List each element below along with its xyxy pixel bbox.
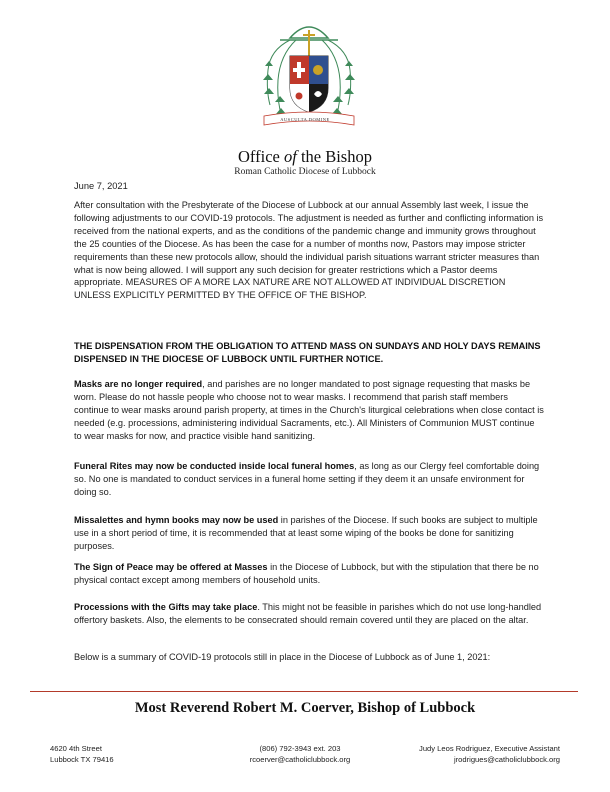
office-title-italic: of <box>283 147 297 166</box>
missalettes-heading: Missalettes and hymn books may now be used <box>74 515 279 525</box>
assistant-name: Judy Leos Rodriguez, Executive Assistant <box>419 744 560 753</box>
processions-paragraph <box>74 601 544 627</box>
funeral-paragraph <box>74 460 544 499</box>
processions-heading: Processions with the Gifts may take place <box>74 602 258 612</box>
dispensation-notice: THE DISPENSATION FROM THE OBLIGATION TO ATTEND MASS ON SUNDAYS AND HOLY DAYS REMAINS DISPENSED IN THE DIOCESE OF LUBBOCK UNTIL FURTHER NOTICE. <box>74 341 541 364</box>
processions-text: . This might not be feasible in parishes which do not use long-handled offertory baskets. Also, the elements to be consecrated should remain covered until they are placed on the altar. <box>74 602 542 625</box>
sign-of-peace-paragraph <box>74 561 544 587</box>
office-title-prefix: Office <box>238 147 284 166</box>
footer-divider <box>30 691 578 692</box>
bishop-email-link[interactable]: rcoerver@catholiclubbock.org <box>249 754 351 764</box>
episcopal-coat-of-arms <box>250 10 368 128</box>
intro-paragraph: After consultation with the Presbyterate of the Diocese of Lubbock at our annual Assembly last week, I issue the following adjustments to our COVID-19 protocols. The adjustment is needed as further and conflicting information is received from the national experts, and as the conditions of the pandemic change and immunity grows throughout the 25 counties of the Diocese. As has been the case for a number of months now, Pastors may impose stricter requirements than these new protocols allow, should the individual parish situations warrant stricter measures than what is now being allowed. I will support any such decision for greater restrictions which a Pastor deems appropriate. MEASURES OF A MORE LAX NATURE ARE NOT ALLOWED AT INDIVIDUAL DISCRETION UNLESS EXPLICITLY PERMITTED BY THE OFFICE OF THE BISHOP. <box>74 200 544 301</box>
address-line-2: Lubbock TX 79416 <box>50 754 114 764</box>
missalettes-text: in parishes of the Diocese. If such books are subject to multiple use in a short period of time, it is recommended that at least some wiping of the books be done for sanitizing purposes. <box>74 515 538 551</box>
crest-motto: AUSCULTA DOMINE <box>280 117 330 122</box>
missalettes-paragraph <box>74 514 544 553</box>
office-title <box>0 147 610 167</box>
footer-assistant <box>419 744 560 765</box>
bishop-signature: Most Reverend Robert M. Coerver, Bishop of Lubbock <box>134 700 476 716</box>
letter-date: June 7, 2021 <box>74 181 128 191</box>
office-subtitle: Roman Catholic Diocese of Lubbock <box>234 167 376 177</box>
office-title-suffix: the Bishop <box>296 147 372 166</box>
sign-of-peace-text: in the Diocese of Lubbock, but with the stipulation that there be no physical contact except among members of household units. <box>74 562 539 585</box>
masks-heading: Masks are no longer required <box>74 379 203 389</box>
assistant-email-link[interactable]: jrodrigues@catholiclubbock.org <box>453 754 560 764</box>
footer-contact <box>230 744 370 765</box>
address-line-1: 4620 4th Street <box>50 744 102 753</box>
masks-text: , and parishes are no longer mandated to post signage requesting that masks be worn. Please do not hassle people who choose not to wear masks. I recommend that parish staff members continue to wear masks around parish property, at times in the Church's liturgical celebrations when close contact is needed (e.g. processions, administering individual Sacraments, etc.). All Ministers of Communion MUST continue to wear masks for now, and practice visible hand sanitizing. <box>74 379 544 441</box>
funeral-heading: Funeral Rites may now be conducted inside local funeral homes <box>74 461 355 471</box>
summary-intro: Below is a summary of COVID-19 protocols still in place in the Diocese of Lubbock as of June 1, 2021: <box>74 652 491 662</box>
footer-address <box>50 744 114 765</box>
masks-paragraph <box>74 378 544 443</box>
phone-number: (806) 792-3943 ext. 203 <box>259 744 341 753</box>
funeral-text: , as long as our Clergy feel comfortable doing so. No one is mandated to conduct services in a funeral home setting if they deem it an unsafe environment for doing so. <box>74 461 540 497</box>
sign-of-peace-heading: The Sign of Peace may be offered at Masses <box>74 562 268 572</box>
